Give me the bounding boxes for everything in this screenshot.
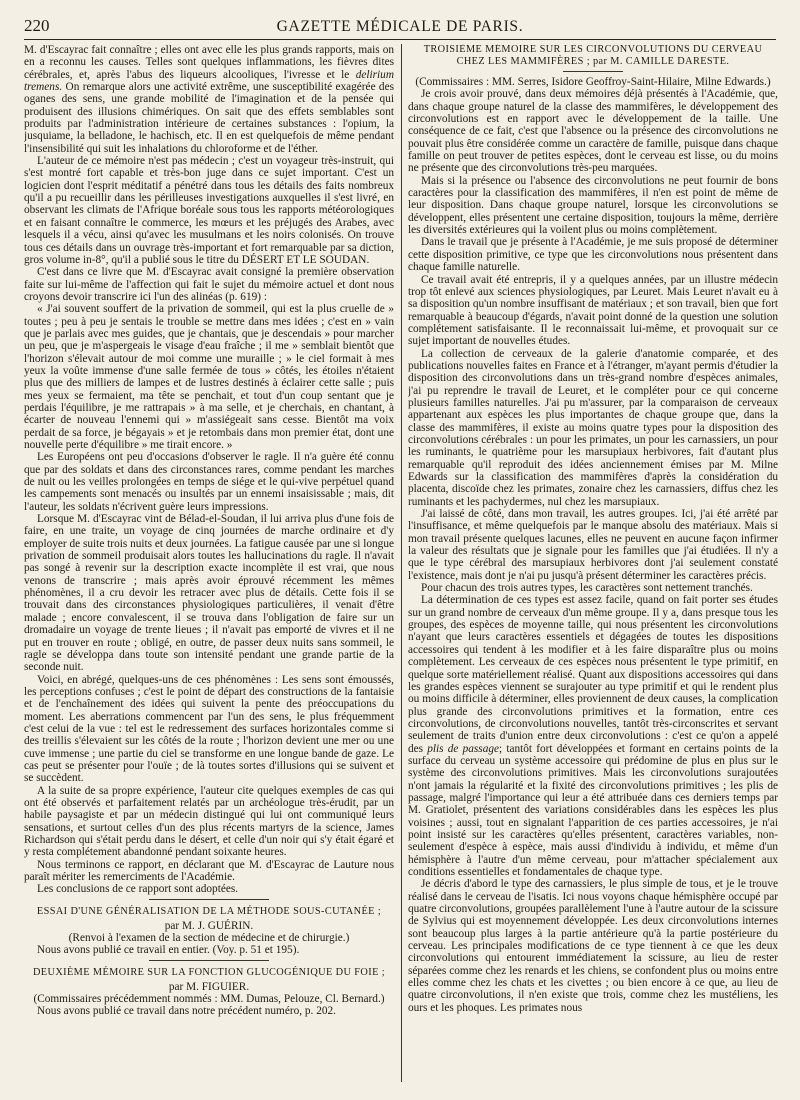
paragraph-text: La détermination de ces types est assez facile, quand on fait porter ses études sur un grand nombre de cerveaux d'un même groupe. Il y a, dans presque tous les groupes, des espèces de moyenne taille, qui nous présentent les circonvolutions n'ayant que leurs caractères essentiels et dégagées de toutes les dispositions accessoires qui tendent à les modifier et à les faire disparaître plus ou moins complètement. Les cerveaux de ces espèces nous présentent le type primitif, en quelque sorte matériellement réalisé. Quant aux dispositions accessoires qui dans les grandes espèces viennent se surajouter au type primitif et qui le rendent plus ou moins difficile à déterminer, elles proviennent de deux causes, la complication plus grande des circonvolutions primitives et la formation, entre ces circonvolutions, de circonvolutions nouvelles, tantôt très-circonscrites et servant seulement de traits d'union entre deux circonvolutions : c'est ce qu'on a appelé des bbox=[408, 594, 778, 755]
paragraph-text: On remarque alors une activité extrême, une susceptibilité exagérée des oganes des sens, une grande mobilité de l'imagination et de la pensée qui produisent des illusions chimériques. On sait que des effets semblables sont produits par l'administration intérieure de certaines substances : l'opium, la jusquiame, la belladone, le hachisch, etc. Il en est quelquefois de même pendant l'insensibilité qui suit les inhalations du chloroforme et de l'éther. bbox=[24, 81, 394, 155]
paragraph: Les Européens ont peu d'occasions d'observer le ragle. Il n'a guère été connu que par des soldats et dans des circonstances rares, comme pendant les marches de nuit ou les veilles prolongées en temps de siége et le qui-vive perpétuel quand les campements sont menacés ou insultés par un ennemi insaisissable ; mais, dit l'auteur, les soldats n'écrivent guère leurs impressions. bbox=[24, 451, 394, 513]
divider bbox=[563, 71, 623, 72]
paragraph: Nous terminons ce rapport, en déclarant que M. d'Escayrac de Lauture nous paraît mériter les remerciments de l'Académie. bbox=[24, 858, 394, 884]
paragraph-text: ; tantôt fort développées et formant en certains points de la surface du cerveau un système accessoire qui prédomine de plus en plus sur le système des circonvolutions primitives. Mais les circonvolutions surajoutées n'ont jamais la régularité et la fixité des circonvolutions primitives ; les plis de passage, malgré l'importance qui leur a été attribuée dans ces derniers temps par M. Gratiolet, présentent des variations considérables dans les espèces les plus voisines ; aussi, tout en signalant l'apparition de ces parties accessoires, je n'ai point insisté sur les caractères qu'elles présentent, caractères variables, non-seulement d'espèce à espèce, mais aussi d'individu à individu, et même d'un hémisphère à l'autre d'un même cerveau, pour m'attacher spécialement aux conditions essentielles et fondamentales de chaque type. bbox=[408, 742, 778, 878]
author-byline: par M. J. GUÉRIN. bbox=[164, 919, 254, 932]
italic-term: delirium tremens. bbox=[24, 68, 394, 94]
paragraph: C'est dans ce livre que M. d'Escayrac avait consigné la première observation faite sur lui-même de l'affection qui fait le sujet du mémoire actuel et dont nous croyons devoir transcrire ici l'un des alinéas (p. 619) : bbox=[24, 266, 394, 303]
quotation: « J'ai souvent souffert de la privation de sommeil, qui est la plus cruelle de » toutes ; peu à peu je sentais le trouble se mettre dans mes idées ; c'est en » vain que je parlais avec mes guides, que je chantais, que je descendais » pour marcher un peu, que je m'aspergeais le visage d'eau fraîche ; il me » semblait bientôt que l'horizon s'élevait autour de moi comme une muraille ; » le ciel formait à mes yeux la voûte immense d'une salle fermée de tous » côtés, les étoiles n'étaient plus que des milliers de lampes et de lustres destinés à éclairer cette salle ; puis mes yeux se fermaient, ma tête se penchait, et tout d'un coup sentant que je perdais l'équilibre, je me rattrapais » à ma selle, et je cherchais, en chantant, à écarter de nouveau l'ennemi qui » m'assiégeait sans cesse. Bientôt ma voix perdait de sa force, je bégayais » et je retombais dans mon premier état, dont une nouvelle perte d'équilibre » me tirait encore. » bbox=[24, 303, 394, 451]
section-heading: ESSAI D'UNE GÉNÉRALISATION DE LA MÉTHODE SOUS-CUTANÉE ; bbox=[36, 905, 382, 917]
author-byline: par M. FIGUIER. bbox=[168, 980, 250, 993]
divider bbox=[149, 899, 269, 900]
referral-note: (Renvoi à l'examen de la section de médecine et de chirurgie.) bbox=[68, 932, 350, 945]
paragraph bbox=[24, 44, 394, 155]
text-columns bbox=[24, 44, 778, 1090]
italic-term: plis de passage bbox=[427, 742, 500, 755]
paragraph: Mais si la présence ou l'absence des circonvolutions ne peut fournir de bons caractères pour la classification des mammifères, il n'en est point de même de leur disposition. Dans chaque groupe naturel, lorsque les circonvolutions se développent, elles présentent une certaine disposition, toujours la même, derrière les diversités extérieures qui la voilent plus ou moins complètement. bbox=[408, 174, 778, 237]
divider bbox=[149, 960, 269, 961]
paragraph: L'auteur de ce mémoire n'est pas médecin ; c'est un voyageur très-instruit, qui s'est montré fort capable et très-bon juge dans ce sujet important. C'est un logicien dont l'esprit méditatif a pénétré dans tous les détails des faits nombreux qu'il a pu recueillir dans les périlleuses investigations auxquelles il s'est livré, en observant les climats de l'Afrique boréale sous tous les rapports météorologiques et en faisant connaître le commerce, les mœurs et les préjugés des Arabes, avec lesquels il a vécu, ainsi qu'avec les musulmans et les noirs colonisés. On trouve tous ces détails dans un ouvrage très-important et fort remarquable par sa diction, gros volume in-8°, qu'il a publié sous le titre du DÉSERT ET LE SOUDAN. bbox=[24, 155, 394, 266]
page-header bbox=[24, 12, 776, 40]
paragraph: Pour chacun des trois autres types, les caractères sont nettement tranchés. bbox=[421, 582, 753, 595]
paragraph: Voici, en abrégé, quelques-uns de ces phénomènes : Les sens sont émoussés, les perceptions confuses ; c'est le point de départ des constructions de la fantaisie et de l'enchaînement des idées qui suivent la pente des préoccupations du moment. Les aberrations commencent par l'un des sens, le plus fréquemment c'est celui de la vue : tel est le redressement des surfaces horizontales comme si des treillis s'élevaient sur les côtés de la route ; l'horizon devient une mer ou une cuve immense ; une partie du ciel se transforme en une longue bande de gaze. Le cas peut se présenter pour l'ouïe ; de là toutes sortes d'illusions qui se suivent et se succèdent. bbox=[24, 673, 394, 785]
paragraph bbox=[408, 594, 778, 878]
paragraph: Les conclusions de ce rapport sont adoptées. bbox=[37, 883, 239, 896]
paragraph: Ce travail avait été entrepris, il y a quelques années, par un illustre médecin trop tôt enlevé aux sciences physiologiques, par Leuret. Mais Leuret n'avait eu à sa disposition qu'un nombre insuffisant de matériaux ; et son travail, bien que fort remarquable à beaucoup d'égards, n'avait point donné de la question une solution complétement satisfaisante. Il le reconnaissait lui-même, et provoquait sur ce sujet important de nouvelles études. bbox=[408, 273, 778, 348]
paragraph: Lorsque M. d'Escayrac vint de Bélad-el-Soudan, il lui arriva plus d'une fois de faire, en une traite, un voyage de cinq journées de marche ordinaire et d'y employer de suite trois nuits et deux journées. La fatigue causée par une si longue privation de sommeil produisait alors toutes les hallucinations du ragle. Il n'avait pas songé à revenir sur la description exacte incomplète il est vrai, que nous venons de transcrire ; mais après avoir éprouvé récemment les mêmes phénomènes, il a cru devoir les retracer avec plus de détails. Cette fois il se trouvait dans des circonstances physiologiques particulières, il venait d'être malade ; encore convalescent, il se trouva dans l'obligation de faire sur un dromadaire un voyage de trente lieues ; il n'avait pas emporté de vivres et il ne put en trouver en route ; obligé, en outre, de passer deux nuits sans sommeil, le ragle se développa dans toute son intensité pendant une grande partie de la seconde nuit. bbox=[24, 513, 394, 674]
commissioners-note: (Commissaires précédemment nommés : MM. Dumas, Pelouze, Cl. Bernard.) bbox=[33, 993, 385, 1006]
paragraph: Dans le travail que je présente à l'Académie, je me suis proposé de déterminer cette disposition primitive, ce type que les circonvolutions nous présentent dans chaque famille naturelle. bbox=[408, 236, 778, 274]
paragraph: Nous avons publié ce travail en entier. (Voy. p. 51 et 195). bbox=[37, 944, 300, 957]
paragraph: Nous avons publié ce travail dans notre précédent numéro, p. 202. bbox=[37, 1005, 336, 1018]
commissioners-note: (Commissaires : MM. Serres, Isidore Geoffroy-Saint-Hilaire, Milne Edwards.) bbox=[415, 76, 771, 88]
column-rule bbox=[401, 44, 402, 1082]
left-column bbox=[24, 44, 394, 1090]
right-column bbox=[408, 44, 778, 1090]
paragraph: La collection de cerveaux de la galerie d'anatomie comparée, et des publications nouvelles faites en France et à l'étranger, m'ayant permis d'étudier la disposition des circonvolutions dans un très-grand nombre d'espèces animales, j'ai pu reprendre le travail de Leuret, et le compléter pour ce qui concerne plusieurs familles naturelles. J'ai pu m'assurer, par la comparaison de cerveaux appartenant aux espèces les plus importantes de chaque groupe que, dans la classe des mammifères, il existe au moins quatre types pour la disposition des circonvolutions cérébrales : un pour les primates, un pour les carnassiers, un pour les ruminants, le quatrième pour les marsupiaux herbivores, fait d'autant plus remarquable qu'il reproduit des idées anciennement émises par M. Milne Edwards sur la classification des mammifères d'après la considération du placenta, discoïde chez les primates, zonaire chez les carnassiers, diffus chez les ruminants et les pachydermes, nul chez les marsupiaux. bbox=[408, 347, 778, 508]
paragraph-text: M. d'Escayrac fait connaître ; elles ont avec elle les plus grands rapports, mais on en a reconnu les causes. Telles sont quelques inflammations, les fièvres dites cérébrales, et, après l'abus des liqueurs alcooliques, l'ivresse et le bbox=[24, 44, 394, 81]
paragraph: A la suite de sa propre expérience, l'auteur cite quelques exemples de cas qui ont été observés et parfaitement relatés par un archéologue très-érudit, par un habile paysagiste et par un médecin distingué qui lui ont communiqué leurs sensations, et surtout celles d'un des plus récents martyrs de la science, James Richardson qui s'était perdu dans le désert, et celle d'un noir qui s'y était égaré et y resta complétement abandonné pendant soixante heures. bbox=[24, 784, 394, 859]
paragraph: Je crois avoir prouvé, dans deux mémoires déjà présentés à l'Académie, que, dans chaque groupe naturel de la classe des mammifères, le développement des circonvolutions est en rapport avec le développement de la taille. Une conséquence de ce fait, c'est que l'absence ou la présence des circonvolutions ne pouvait plus être considérée comme un caractère de famille, puisque dans chaque famille on peut trouver de petites espèces, dont le cerveau est lisse, ou du moins ne présente que des circonvolutions très-peu marquées. bbox=[408, 88, 778, 175]
running-title: GAZETTE MÉDICALE DE PARIS. bbox=[276, 18, 524, 35]
page-number: 220 bbox=[24, 16, 50, 35]
paragraph: Je décris d'abord le type des carnassiers, le plus simple de tous, et je le trouve réalisé dans le cerveau de l'isatis. Ici nous voyons chaque hémisphère occupé par quatre circonvolutions, groupées parallèlement l'une à l'autre autour de la scissure de Sylvius qui est moyennement développée. Les deux circonvolutions internes sont beaucoup plus larges à la partie antérieure qu'à la partie postérieure du cerveau. Les principales modifications de ce type tiennent à ce que les deux circonvolutions qui entourent immédiatement la scissure, au lieu de rester séparées comme chez les renards et les chiens, se confondent plus ou moins entre elles comme chez les chats et les civettes ; ou bien encore à ce que, au lieu de quatre circonvolutions, il n'en existe que trois, comme chez les mustéliens, les ours et les phoques. Les primates nous bbox=[408, 878, 778, 1014]
paragraph: J'ai laissé de côté, dans mon travail, les autres groupes. Ici, j'ai été arrêté par l'insuffisance, et même quelquefois par le manque absolu des matériaux. Mais si mon travail présente quelques lacunes, elles ne peuvent en aucune façon infirmer la valeur des résultats que je signale pour les familles que j'ai étudiées. Il n'y a que le type cérébral des marsupiaux herbivores dont j'ai seulement constaté l'existence, mais dont je n'ai pu jusqu'à présent déterminer les caractères précis. bbox=[408, 508, 778, 582]
section-heading: DEUXIÈME MÉMOIRE SUR LA FONCTION GLUCOGÉNIQUE DU FOIE ; bbox=[32, 966, 386, 978]
section-heading: TROISIÈME MÉMOIRE SUR LES CIRCONVOLUTIONS DU CERVEAU CHEZ LES MAMMIFÈRES ; par M. CAMILLE DARESTE. bbox=[423, 44, 763, 67]
